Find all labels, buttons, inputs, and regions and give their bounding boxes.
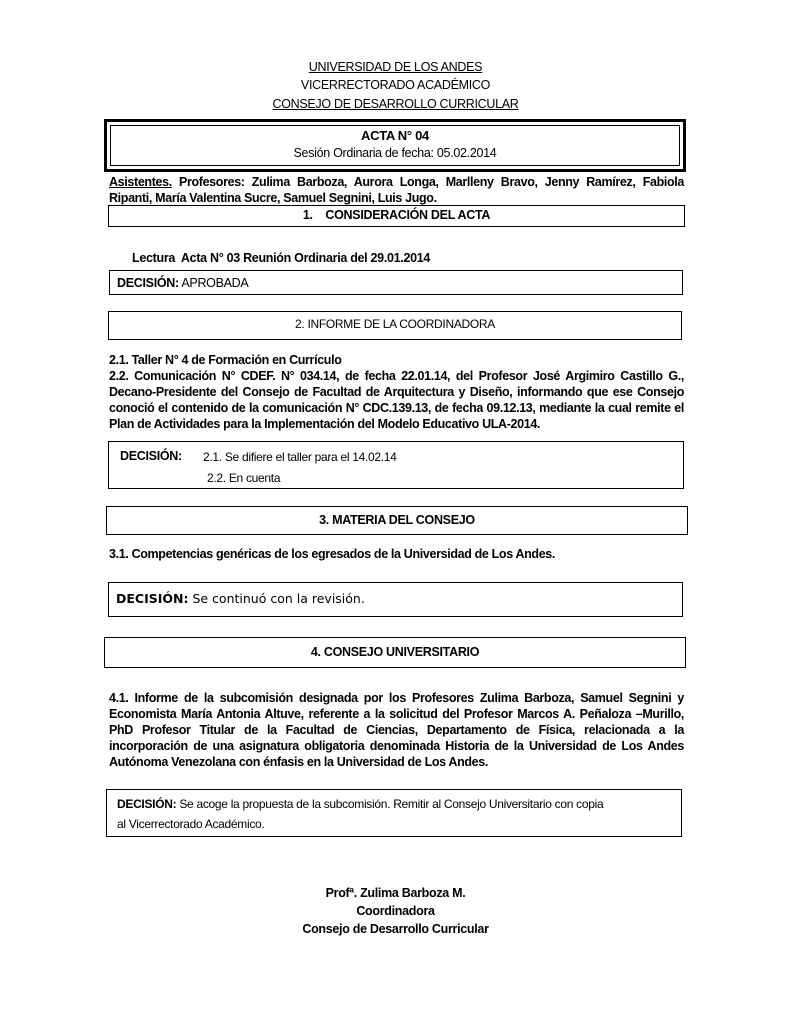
section4-decision-label: DECISIÓN: <box>117 797 177 811</box>
section3-title: 3. MATERIA DEL CONSEJO <box>319 513 475 527</box>
attendees-paragraph <box>109 174 684 206</box>
header-consejo: CONSEJO DE DESARROLLO CURRICULAR <box>272 97 519 111</box>
section1-decision-text: APROBADA <box>178 276 249 290</box>
section1-title: 1. CONSIDERACIÓN DEL ACTA <box>302 208 491 222</box>
acta-subtitle: Sesión Ordinaria de fecha: 05.02.2014 <box>293 146 497 160</box>
section2-decision-line2: 2.2. En cuenta <box>207 471 281 485</box>
section4-item1: 4.1. Informe de la subcomisión designada por los Profesores Zulima Barboza, Samuel Segnini y Economista María Antonia Altuve, referente a la solicitud del Profesor Marcos A. Peñaloza –Murillo, PhD Profesor Titular de la Facultad de Ciencias, Departamento de Física, relacionada a la incorporación de una asignatura obligatoria denominada Historia de la Universidad de Los Andes Autónoma Venezolana con énfasis en la Universidad de Los Andes. <box>109 691 684 769</box>
section2-title: 2. INFORME DE LA COORDINADORA <box>295 317 495 331</box>
header-vicerrectorado: VICERRECTORADO ACADÉMICO <box>300 78 491 92</box>
section1-decision-label: DECISIÓN: <box>117 276 179 290</box>
section2-item1: 2.1. Taller N° 4 de Formación en Currículo <box>109 353 342 367</box>
section3-decision-text: Se continuó con la revisión. <box>188 591 365 606</box>
attendees-label: Asistentes. <box>109 175 172 189</box>
section2-decision-label: DECISIÓN: <box>120 449 182 463</box>
section3-item1: 3.1. Competencias genéricas de los egresados de la Universidad de Los Andes. <box>109 547 556 561</box>
attendees-text: Profesores: Zulima Barboza, Aurora Longa, Marlleny Bravo, Jenny Ramírez, Fabiola Ripanti, María Valentina Sucre, Samuel Segnini, Luis Jugo. <box>109 175 684 205</box>
section4-decision-line2: al Vicerrectorado Académico. <box>117 817 265 831</box>
section2-item2: 2.2. Comunicación N° CDEF. N° 034.14, de fecha 22.01.14, del Profesor José Argimiro Castillo G., Decano-Presidente del Consejo de Facultad de Arquitectura y Diseño, informando que ese Consejo conoció el contenido de la comunicación N° CDC.139.13, de fecha 09.12.13, mediante la cual remite el Plan de Actividades para la Implementación del Modelo Educativo ULA-2014. <box>109 369 684 431</box>
section4-decision-line1: Se acoge la propuesta de la subcomisión. Remitir al Consejo Universitario con copia <box>176 797 604 811</box>
section1-reading: Lectura Acta N° 03 Reunión Ordinaria del 29.01.2014 <box>132 251 431 265</box>
header-university: UNIVERSIDAD DE LOS ANDES <box>308 60 483 74</box>
acta-title: ACTA N° 04 <box>361 128 429 143</box>
signature-role: Coordinadora <box>356 904 435 918</box>
section4-decision <box>117 797 603 811</box>
section3-decision-label: DECISIÓN: <box>116 591 189 606</box>
section2-decision-line1: 2.1. Se difiere el taller para el 14.02.14 <box>203 450 397 464</box>
section3-decision <box>116 591 365 606</box>
signature-body: Consejo de Desarrollo Curricular <box>302 922 489 936</box>
section4-title: 4. CONSEJO UNIVERSITARIO <box>310 645 480 659</box>
section1-decision <box>117 276 248 290</box>
signature-name: Profª. Zulima Barboza M. <box>325 886 466 900</box>
section2-decision-box <box>108 441 684 489</box>
